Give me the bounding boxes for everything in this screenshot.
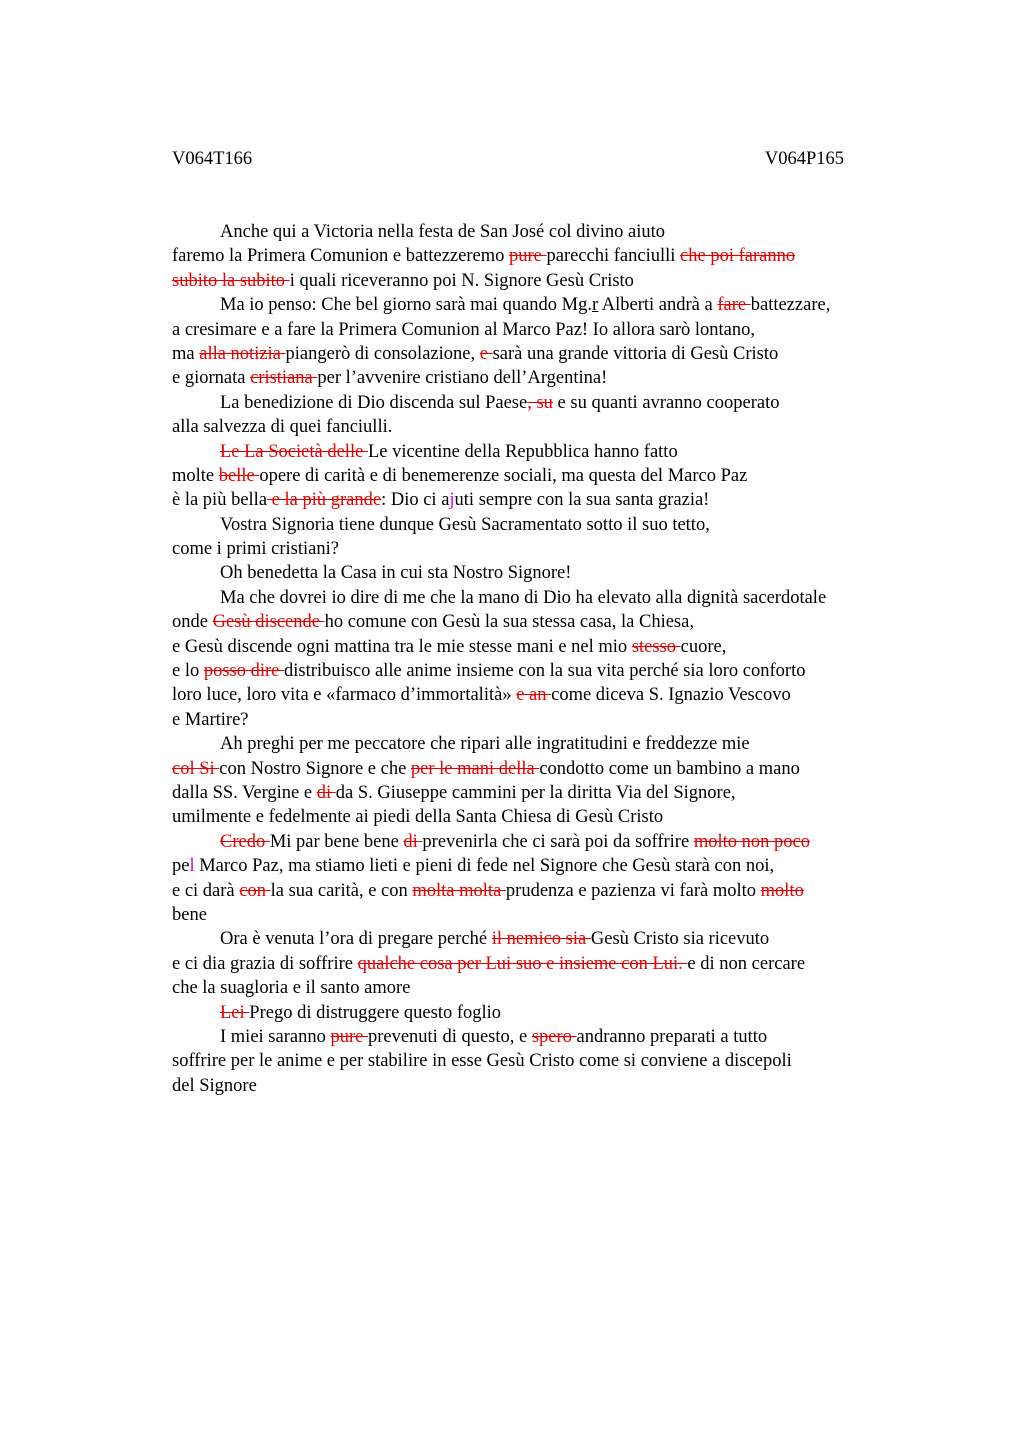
text-line xyxy=(172,732,932,756)
underlined-text: r xyxy=(592,295,599,316)
text-line xyxy=(172,415,932,439)
text-segment: Ma che dovrei io dire di me che la mano di Dio ha elevato alla dignità sacerdotale xyxy=(220,587,827,608)
text-line xyxy=(172,683,932,707)
text-segment: con Nostro Signore e che xyxy=(219,758,411,779)
text-segment: : Dio ci a xyxy=(381,490,450,511)
text-segment: bene xyxy=(172,904,207,925)
text-line xyxy=(172,952,932,976)
deleted-text: il nemico sia xyxy=(491,929,591,950)
text-line xyxy=(172,805,932,829)
text-line xyxy=(172,854,932,878)
text-segment: ho comune con Gesù la sua stessa casa, la Chiesa, xyxy=(324,612,694,633)
text-line xyxy=(172,537,932,561)
text-segment: loro luce, loro vita e «farmaco d’immortalità» xyxy=(172,685,517,706)
deleted-text: spero xyxy=(531,1026,577,1047)
text-segment: dalla SS. Vergine e xyxy=(172,782,317,803)
text-line xyxy=(172,318,932,342)
deleted-text: qualche cosa per Lui suo e insieme con Lui. xyxy=(357,953,688,974)
deleted-text: pure xyxy=(330,1026,368,1047)
text-segment: prevenirla che ci sarà poi da soffrire xyxy=(422,831,694,852)
deleted-text: stesso xyxy=(631,636,681,657)
letter-body xyxy=(172,220,932,1098)
text-line xyxy=(172,464,932,488)
deleted-text: per le mani della xyxy=(410,758,540,779)
deleted-text: che poi faranno xyxy=(680,246,796,267)
text-line xyxy=(172,1049,932,1073)
text-segment: del Signore xyxy=(172,1075,257,1096)
text-line xyxy=(172,488,932,512)
text-segment: la sua carità, e con xyxy=(270,880,413,901)
text-segment: e Gesù discende ogni mattina tra le mie stesse mani e nel mio xyxy=(172,636,632,657)
text-line xyxy=(172,781,932,805)
deleted-text: molto xyxy=(760,880,804,901)
text-line xyxy=(172,635,932,659)
text-line xyxy=(172,440,932,464)
text-line xyxy=(172,708,932,732)
text-line xyxy=(172,561,932,585)
deleted-text: molta molta xyxy=(412,880,506,901)
text-line xyxy=(172,220,932,244)
text-line xyxy=(172,830,932,854)
text-segment: e su quanti avranno cooperato xyxy=(552,392,780,413)
text-segment: come i primi cristiani? xyxy=(172,539,339,560)
deleted-text: Gesù discende xyxy=(212,612,325,633)
text-segment: sarà una grande vittoria di Gesù Cristo xyxy=(492,343,779,364)
text-segment: La benedizione di Dio discenda sul Paese xyxy=(220,392,528,413)
deleted-text: subito la subito xyxy=(172,270,290,291)
inserted-text: j xyxy=(449,490,455,511)
text-line xyxy=(172,757,932,781)
text-segment: uti sempre con la sua santa grazia! xyxy=(454,490,710,511)
text-line xyxy=(172,1001,932,1025)
text-line xyxy=(172,513,932,537)
text-segment: Anche qui a Victoria nella festa de San José col divino aiuto xyxy=(220,222,665,242)
text-segment: piangerò di consolazione, xyxy=(285,343,480,364)
text-line xyxy=(172,366,932,390)
text-line xyxy=(172,391,932,415)
text-segment: Prego di distruggere questo foglio xyxy=(249,1002,502,1023)
header-left-code: V064T166 xyxy=(172,149,253,169)
text-segment: faremo la Primera Comunion e battezzeremo xyxy=(172,246,509,267)
deleted-text: cristiana xyxy=(250,368,318,389)
text-line xyxy=(172,269,932,293)
deleted-text: molto non poco xyxy=(693,831,810,852)
text-segment: ma xyxy=(172,343,200,364)
deleted-text: belle xyxy=(218,465,260,486)
text-segment: Vostra Signoria tiene dunque Gesù Sacramentato sotto il suo tetto, xyxy=(220,514,710,535)
text-segment: battezzare, xyxy=(750,295,831,316)
text-segment: pe xyxy=(172,856,190,877)
text-segment: condotto come un bambino a mano xyxy=(539,758,800,779)
text-line xyxy=(172,293,932,317)
text-segment: Marco Paz, ma stiamo lieti e pieni di fede nel Signore che Gesù starà con noi, xyxy=(194,856,775,877)
deleted-text: e la più grande xyxy=(267,490,382,511)
deleted-text: posso dire xyxy=(203,661,285,682)
text-segment: alla salvezza di quei fanciulli. xyxy=(172,417,393,438)
text-segment: e lo xyxy=(172,661,204,682)
deleted-text: fare xyxy=(717,295,751,316)
text-line xyxy=(172,342,932,366)
text-line xyxy=(172,610,932,634)
text-segment: e Martire? xyxy=(172,709,249,730)
text-segment: onde xyxy=(172,612,213,633)
text-segment: per l’avvenire cristiano dell’Argentina! xyxy=(317,368,608,389)
text-segment: come diceva S. Ignazio Vescovo xyxy=(551,685,791,706)
text-line xyxy=(172,927,932,951)
text-segment: Alberti andrà a xyxy=(598,295,718,316)
text-segment: Le vicentine della Repubblica hanno fatto xyxy=(367,441,678,462)
deleted-text: Credo xyxy=(220,831,270,852)
text-segment: soffrire per le anime e per stabilire in esse Gesù Cristo come si conviene a discepoli xyxy=(172,1051,792,1072)
text-segment: Oh benedetta la Casa in cui sta Nostro Signore! xyxy=(220,563,572,584)
text-line xyxy=(172,659,932,683)
text-segment: è la più bella xyxy=(172,490,268,511)
page-header xyxy=(172,147,844,171)
deleted-text: e an xyxy=(516,685,552,706)
inserted-text: l xyxy=(189,856,195,877)
text-line xyxy=(172,903,932,927)
text-segment: andranno preparati a tutto xyxy=(576,1026,768,1047)
text-line xyxy=(172,1025,932,1049)
text-line xyxy=(172,1074,932,1098)
text-segment: i quali riceveranno poi N. Signore Gesù Cristo xyxy=(289,270,634,291)
text-segment: Ma io penso: Che bel giorno sarà mai quando Mg. xyxy=(220,295,592,316)
deleted-text: Le La Società delle xyxy=(220,441,368,462)
text-segment: opere di carità e di benemerenze sociali, ma questa del Marco Paz xyxy=(259,465,748,486)
deleted-text: pure xyxy=(508,246,547,267)
text-segment: prudenza e pazienza vi farà molto xyxy=(505,880,761,901)
text-segment: parecchi fanciulli xyxy=(546,246,681,267)
text-segment: prevenuti di questo, e xyxy=(367,1026,532,1047)
deleted-text: col Si xyxy=(172,758,220,779)
text-segment: e di non cercare xyxy=(687,953,806,974)
text-segment: molte xyxy=(172,465,219,486)
text-line xyxy=(172,244,932,268)
text-segment: cuore, xyxy=(680,636,727,657)
deleted-text: alla notizia xyxy=(199,343,286,364)
text-line xyxy=(172,586,932,610)
text-segment: Mi par bene bene xyxy=(269,831,404,852)
text-segment: Gesù Cristo sia ricevuto xyxy=(590,929,770,950)
text-segment: distribuisco alle anime insieme con la sua vita perché sia loro conforto xyxy=(284,661,806,682)
text-segment: che la suagloria e il santo amore xyxy=(172,978,411,999)
deleted-text: di xyxy=(316,782,336,803)
text-segment: Ora è venuta l’ora di pregare perché xyxy=(220,929,492,950)
deleted-text: con xyxy=(239,880,271,901)
text-segment: a cresimare e a fare la Primera Comunion al Marco Paz! Io allora sarò lontano, xyxy=(172,319,756,340)
text-segment: e giornata xyxy=(172,368,251,389)
deleted-text: Lei xyxy=(220,1002,250,1023)
text-segment: Ah preghi per me peccatore che ripari alle ingratitudini e freddezze mie xyxy=(220,734,750,755)
text-line xyxy=(172,976,932,1000)
deleted-text: , su xyxy=(527,392,553,413)
text-segment: I miei saranno xyxy=(220,1026,331,1047)
header-right-code: V064P165 xyxy=(764,149,844,169)
deleted-text: di xyxy=(403,831,423,852)
deleted-text: e xyxy=(479,343,493,364)
text-segment: da S. Giuseppe cammini per la diritta Via del Signore, xyxy=(335,782,736,803)
text-segment: e ci darà xyxy=(172,880,240,901)
text-segment: umilmente e fedelmente ai piedi della Santa Chiesa di Gesù Cristo xyxy=(172,807,664,828)
text-line xyxy=(172,879,932,903)
text-segment: e ci dia grazia di soffrire xyxy=(172,953,358,974)
